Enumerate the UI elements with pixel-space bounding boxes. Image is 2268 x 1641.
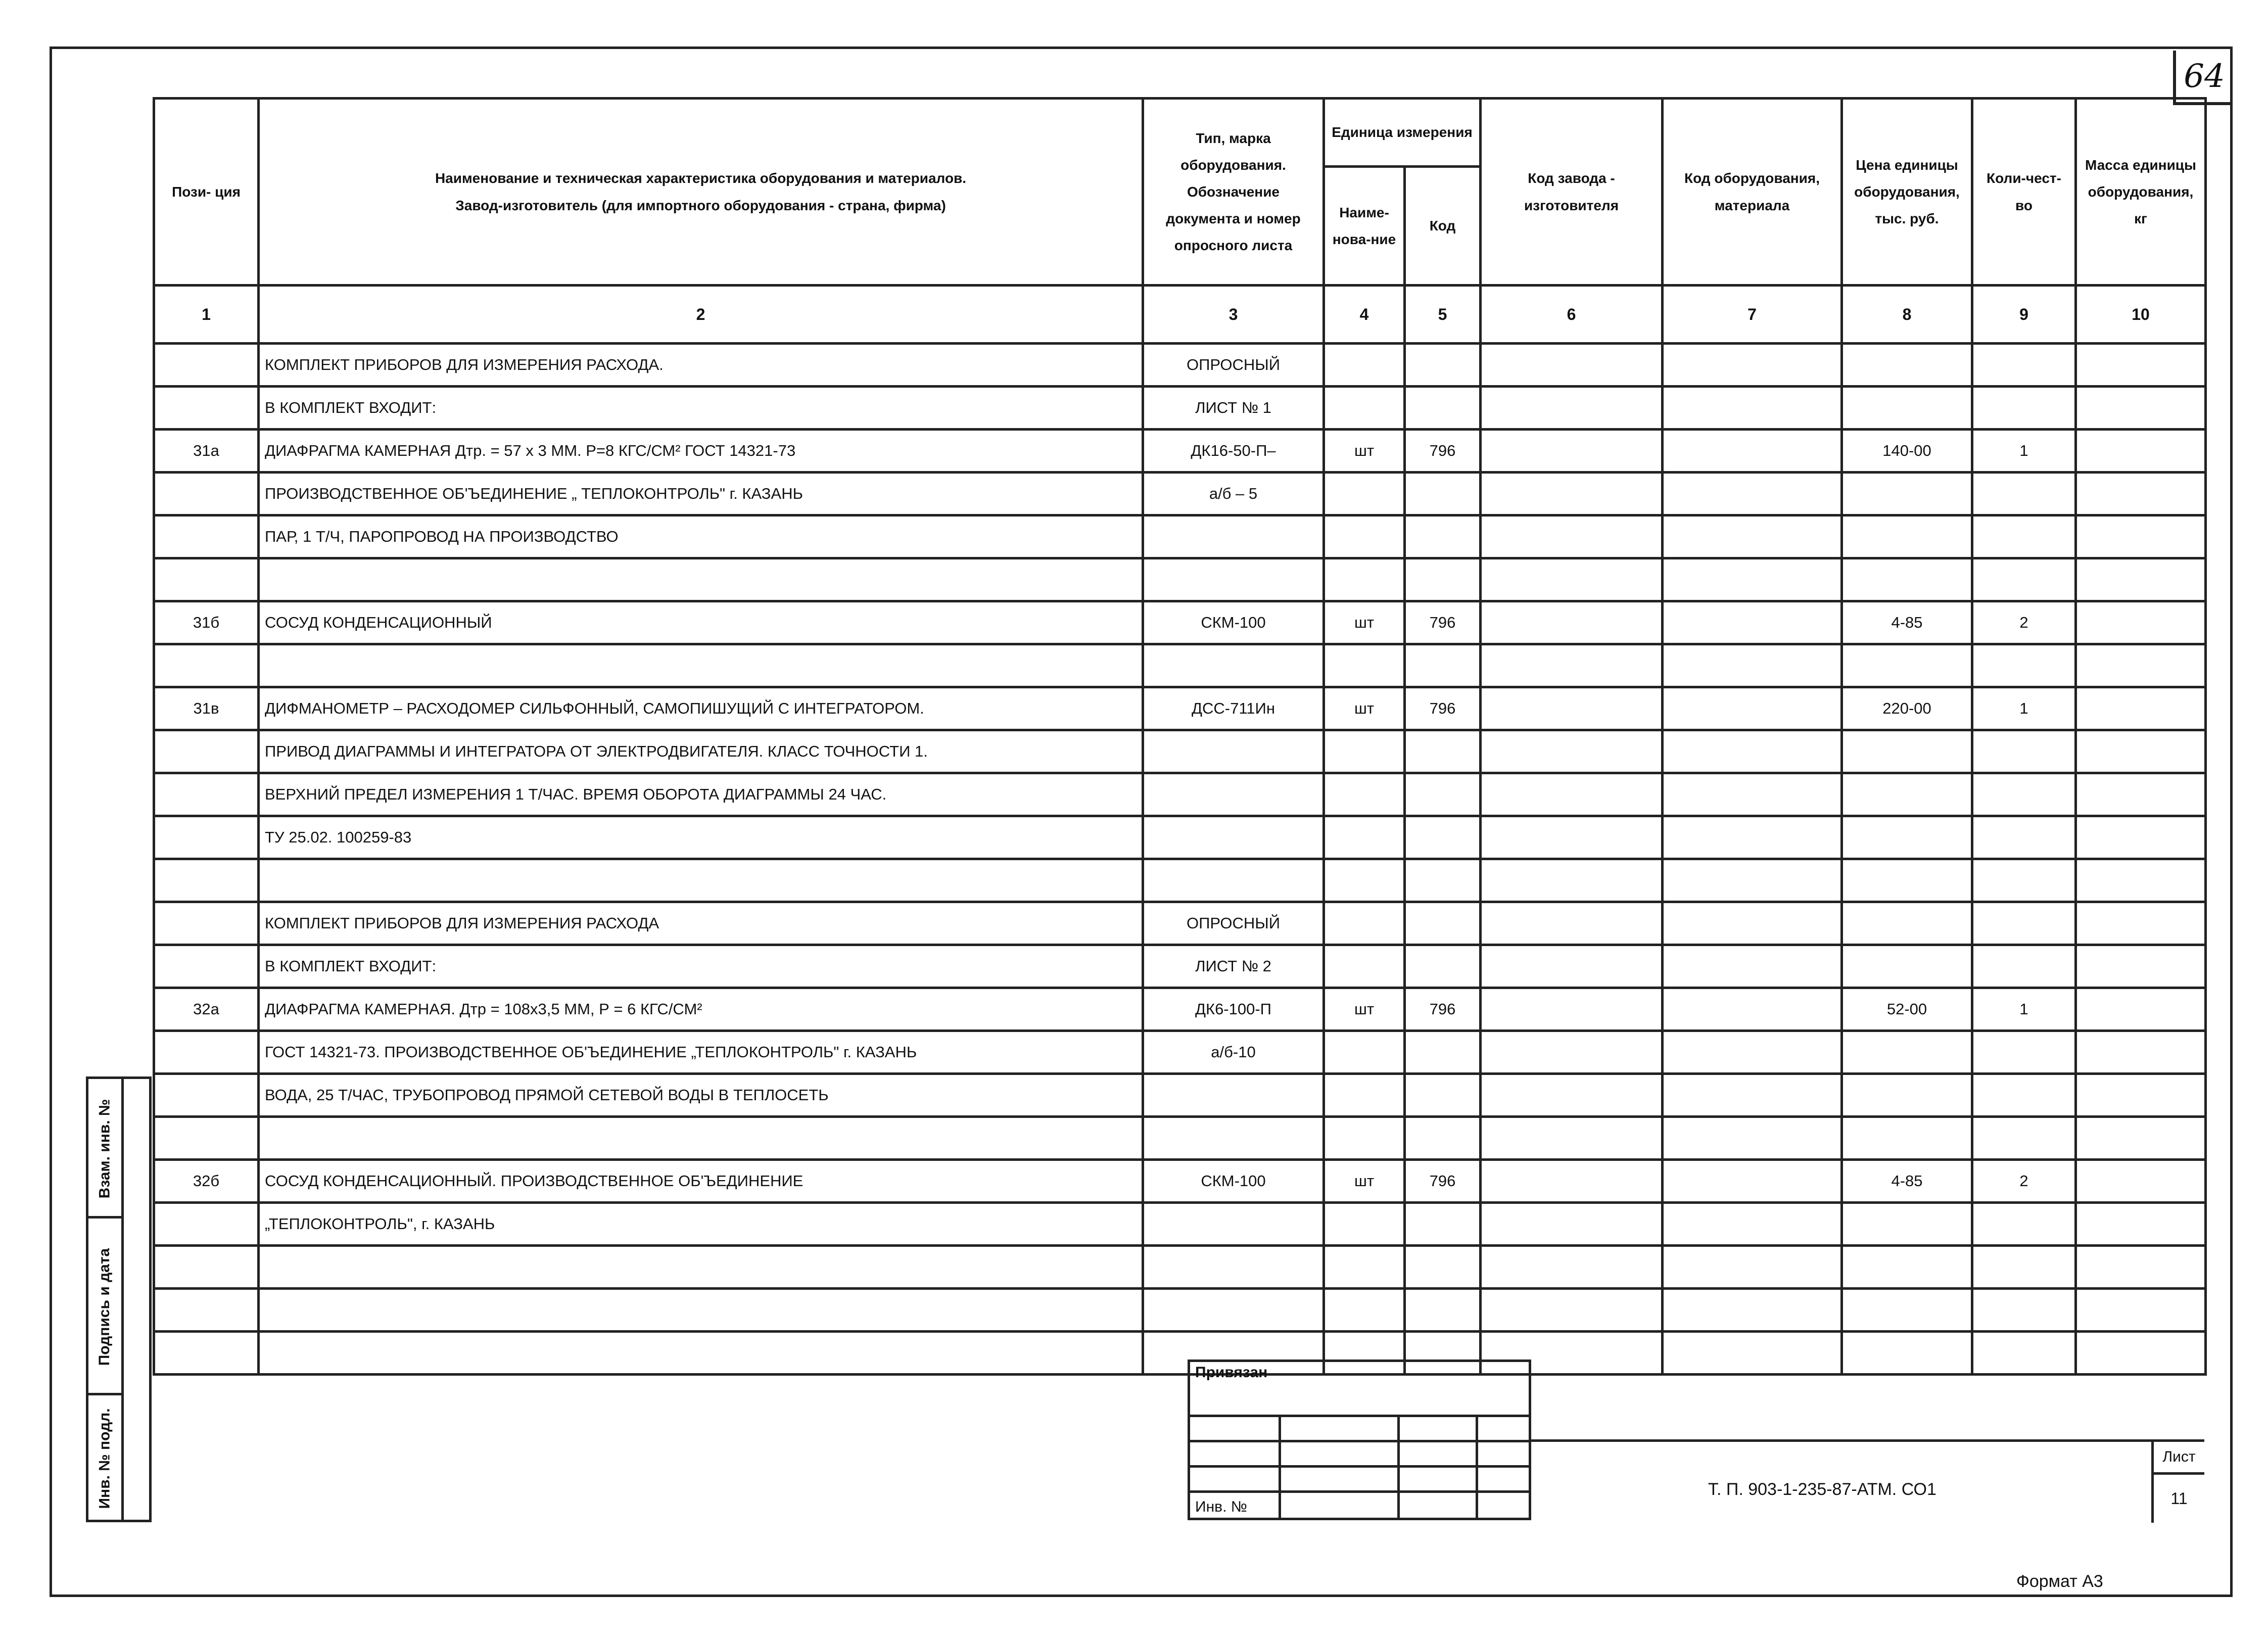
header-price: Цена единицы оборудования, тыс. руб. <box>1842 99 1972 286</box>
cell-maker-code <box>1481 515 1663 558</box>
column-number: 6 <box>1481 286 1663 344</box>
cell-mass <box>2076 1160 2206 1203</box>
cell-type <box>1143 644 1324 687</box>
cell-equipment-code <box>1663 988 1842 1031</box>
cell-unit-name <box>1324 816 1405 859</box>
cell-name: КОМПЛЕКТ ПРИБОРОВ ДЛЯ ИЗМЕРЕНИЯ РАСХОДА. <box>259 344 1143 387</box>
cell-price: 52-00 <box>1842 988 1972 1031</box>
cell-maker-code <box>1481 1289 1663 1332</box>
table-row <box>154 1289 2206 1332</box>
cell-quantity: 1 <box>1972 687 2076 730</box>
column-number-row <box>154 286 2206 344</box>
table-row <box>154 473 2206 515</box>
side-label-original: Инв. № подл. <box>96 1408 113 1509</box>
header-name-line1: Наименование и техническая характеристика оборудования и материалов. <box>435 170 967 186</box>
cell-quantity <box>1972 1203 2076 1246</box>
cell-unit-code: 796 <box>1405 988 1481 1031</box>
cell-equipment-code <box>1663 902 1842 945</box>
binding-stamp <box>1188 1359 1531 1520</box>
document-designation: Т. П. 903-1-235-87-АТМ. СО1 <box>1708 1480 1936 1499</box>
cell-equipment-code <box>1663 945 1842 988</box>
stamp-inventory-label: Инв. № <box>1195 1498 1247 1515</box>
cell-unit-name: шт <box>1324 601 1405 644</box>
cell-mass <box>2076 1031 2206 1074</box>
cell-position <box>154 387 259 430</box>
column-number: 3 <box>1143 286 1324 344</box>
cell-price: 140-00 <box>1842 430 1972 473</box>
cell-equipment-code <box>1663 644 1842 687</box>
cell-price <box>1842 1332 1972 1375</box>
cell-equipment-code <box>1663 558 1842 601</box>
cell-type: ОПРОСНЫЙ <box>1143 902 1324 945</box>
cell-quantity <box>1972 1117 2076 1160</box>
table-row <box>154 1332 2206 1375</box>
cell-unit-code <box>1405 387 1481 430</box>
sheet-number: 64 <box>2173 51 2233 105</box>
cell-maker-code <box>1481 387 1663 430</box>
cell-unit-code <box>1405 730 1481 773</box>
cell-unit-code <box>1405 644 1481 687</box>
header-equipment-code: Код оборудования, материала <box>1663 99 1842 286</box>
cell-position <box>154 816 259 859</box>
cell-position <box>154 859 259 902</box>
cell-unit-name <box>1324 344 1405 387</box>
cell-quantity <box>1972 515 2076 558</box>
cell-mass <box>2076 773 2206 816</box>
cell-type <box>1143 1246 1324 1289</box>
cell-maker-code <box>1481 687 1663 730</box>
header-type: Тип, марка оборудования. Обозначение документа и номер опросного листа <box>1143 99 1324 286</box>
table-row <box>154 816 2206 859</box>
column-number: 8 <box>1842 286 1972 344</box>
cell-maker-code <box>1481 1031 1663 1074</box>
cell-unit-code <box>1405 859 1481 902</box>
cell-name: СОСУД КОНДЕНСАЦИОННЫЙ <box>259 601 1143 644</box>
cell-equipment-code <box>1663 1289 1842 1332</box>
cell-price <box>1842 1117 1972 1160</box>
cell-name: СОСУД КОНДЕНСАЦИОННЫЙ. ПРОИЗВОДСТВЕННОЕ ОБ'ЪЕДИНЕНИЕ <box>259 1160 1143 1203</box>
cell-name: В КОМПЛЕКТ ВХОДИТ: <box>259 387 1143 430</box>
table-row <box>154 430 2206 473</box>
header-maker-code: Код завода - изготовителя <box>1481 99 1663 286</box>
cell-position: 31в <box>154 687 259 730</box>
cell-mass <box>2076 515 2206 558</box>
cell-equipment-code <box>1663 1031 1842 1074</box>
cell-unit-name <box>1324 515 1405 558</box>
cell-quantity <box>1972 473 2076 515</box>
cell-equipment-code <box>1663 430 1842 473</box>
side-label-signature: Подпись и дата <box>96 1248 113 1366</box>
cell-unit-code <box>1405 558 1481 601</box>
cell-name: ПРИВОД ДИАГРАММЫ И ИНТЕГРАТОРА ОТ ЭЛЕКТРОДВИГАТЕЛЯ. КЛАСС ТОЧНОСТИ 1. <box>259 730 1143 773</box>
cell-position <box>154 1289 259 1332</box>
cell-type: СКМ-100 <box>1143 601 1324 644</box>
table-row <box>154 1203 2206 1246</box>
table-row <box>154 730 2206 773</box>
sheet-label: Лист <box>2154 1442 2204 1475</box>
cell-unit-name <box>1324 1031 1405 1074</box>
cell-name: ДИАФРАГМА КАМЕРНАЯ. Дтр = 108х3,5 ММ, Р = 6 КГС/СМ² <box>259 988 1143 1031</box>
cell-quantity: 2 <box>1972 601 2076 644</box>
cell-type <box>1143 1289 1324 1332</box>
cell-position <box>154 1203 259 1246</box>
side-stamp <box>86 1076 152 1522</box>
cell-price <box>1842 344 1972 387</box>
cell-equipment-code <box>1663 1160 1842 1203</box>
cell-quantity <box>1972 773 2076 816</box>
cell-equipment-code <box>1663 601 1842 644</box>
column-number: 10 <box>2076 286 2206 344</box>
cell-equipment-code <box>1663 1246 1842 1289</box>
cell-unit-name <box>1324 859 1405 902</box>
cell-type <box>1143 558 1324 601</box>
cell-position <box>154 558 259 601</box>
cell-unit-name <box>1324 1203 1405 1246</box>
cell-mass <box>2076 1117 2206 1160</box>
header-name-line2: Завод-изготовитель (для импортного оборудования - страна, фирма) <box>455 197 946 213</box>
cell-type <box>1143 816 1324 859</box>
cell-mass <box>2076 687 2206 730</box>
cell-unit-code <box>1405 816 1481 859</box>
cell-equipment-code <box>1663 473 1842 515</box>
stamp-title: Привязан <box>1195 1364 1268 1381</box>
cell-price <box>1842 859 1972 902</box>
header-unit-name: Наиме-нова-ние <box>1324 167 1405 286</box>
cell-type <box>1143 515 1324 558</box>
cell-name: ПАР, 1 Т/Ч, ПАРОПРОВОД НА ПРОИЗВОДСТВО <box>259 515 1143 558</box>
cell-equipment-code <box>1663 387 1842 430</box>
cell-type: ОПРОСНЫЙ <box>1143 344 1324 387</box>
cell-quantity: 1 <box>1972 430 2076 473</box>
cell-equipment-code <box>1663 687 1842 730</box>
table-row <box>154 1160 2206 1203</box>
table-row <box>154 601 2206 644</box>
cell-name: „ТЕПЛОКОНТРОЛЬ", г. КАЗАНЬ <box>259 1203 1143 1246</box>
cell-position: 31б <box>154 601 259 644</box>
cell-price <box>1842 773 1972 816</box>
cell-name: В КОМПЛЕКТ ВХОДИТ: <box>259 945 1143 988</box>
header-quantity: Коли-чест-во <box>1972 99 2076 286</box>
cell-equipment-code <box>1663 773 1842 816</box>
column-number: 7 <box>1663 286 1842 344</box>
cell-price <box>1842 1203 1972 1246</box>
table-row <box>154 988 2206 1031</box>
cell-maker-code <box>1481 816 1663 859</box>
cell-mass <box>2076 945 2206 988</box>
cell-price <box>1842 1289 1972 1332</box>
cell-unit-name: шт <box>1324 1160 1405 1203</box>
cell-unit-name <box>1324 1117 1405 1160</box>
table-row <box>154 902 2206 945</box>
column-number: 5 <box>1405 286 1481 344</box>
cell-unit-name <box>1324 644 1405 687</box>
cell-equipment-code <box>1663 859 1842 902</box>
cell-type <box>1143 1074 1324 1117</box>
cell-position <box>154 902 259 945</box>
cell-mass <box>2076 558 2206 601</box>
cell-price <box>1842 644 1972 687</box>
cell-unit-code <box>1405 1203 1481 1246</box>
cell-name: ДИФМАНОМЕТР – РАСХОДОМЕР СИЛЬФОННЫЙ, САМОПИШУЩИЙ С ИНТЕГРАТОРОМ. <box>259 687 1143 730</box>
table-row <box>154 344 2206 387</box>
cell-price <box>1842 945 1972 988</box>
cell-quantity <box>1972 730 2076 773</box>
cell-maker-code <box>1481 1203 1663 1246</box>
cell-maker-code <box>1481 730 1663 773</box>
header-position: Пози- ция <box>154 99 259 286</box>
cell-position <box>154 1074 259 1117</box>
cell-maker-code <box>1481 473 1663 515</box>
cell-unit-name: шт <box>1324 430 1405 473</box>
cell-price: 4-85 <box>1842 601 1972 644</box>
cell-unit-name <box>1324 902 1405 945</box>
cell-position <box>154 730 259 773</box>
cell-mass <box>2076 730 2206 773</box>
cell-position: 31а <box>154 430 259 473</box>
cell-mass <box>2076 1332 2206 1375</box>
cell-quantity <box>1972 1246 2076 1289</box>
cell-unit-name <box>1324 1246 1405 1289</box>
cell-equipment-code <box>1663 344 1842 387</box>
cell-type <box>1143 730 1324 773</box>
cell-mass <box>2076 1246 2206 1289</box>
cell-unit-name <box>1324 730 1405 773</box>
cell-type: ДК6-100-П <box>1143 988 1324 1031</box>
sheet-box <box>2151 1442 2204 1523</box>
cell-name <box>259 1117 1143 1160</box>
cell-position <box>154 1246 259 1289</box>
cell-mass <box>2076 816 2206 859</box>
cell-price <box>1842 816 1972 859</box>
cell-unit-name <box>1324 473 1405 515</box>
cell-quantity <box>1972 902 2076 945</box>
cell-quantity <box>1972 1332 2076 1375</box>
cell-unit-code <box>1405 1246 1481 1289</box>
table-row <box>154 945 2206 988</box>
cell-maker-code <box>1481 644 1663 687</box>
cell-price <box>1842 730 1972 773</box>
cell-unit-code <box>1405 902 1481 945</box>
header-unit-group: Единица измерения <box>1324 99 1481 167</box>
cell-unit-code <box>1405 515 1481 558</box>
cell-unit-code: 796 <box>1405 1160 1481 1203</box>
cell-position <box>154 773 259 816</box>
side-label-replacement: Взам. инв. № <box>96 1099 113 1199</box>
cell-quantity <box>1972 945 2076 988</box>
cell-price <box>1842 1074 1972 1117</box>
cell-unit-code <box>1405 1289 1481 1332</box>
cell-mass <box>2076 902 2206 945</box>
cell-position <box>154 515 259 558</box>
cell-price: 4-85 <box>1842 1160 1972 1203</box>
table-row <box>154 687 2206 730</box>
cell-name: ВОДА, 25 Т/ЧАС, ТРУБОПРОВОД ПРЯМОЙ СЕТЕВОЙ ВОДЫ В ТЕПЛОСЕТЬ <box>259 1074 1143 1117</box>
header-unit-code: Код <box>1405 167 1481 286</box>
cell-unit-code <box>1405 773 1481 816</box>
cell-mass <box>2076 601 2206 644</box>
cell-price <box>1842 473 1972 515</box>
cell-quantity: 1 <box>1972 988 2076 1031</box>
cell-mass <box>2076 859 2206 902</box>
table-row <box>154 515 2206 558</box>
cell-type: ЛИСТ № 2 <box>1143 945 1324 988</box>
cell-type: ДСС-711Ин <box>1143 687 1324 730</box>
column-number: 4 <box>1324 286 1405 344</box>
cell-quantity <box>1972 344 2076 387</box>
cell-price <box>1842 387 1972 430</box>
cell-mass <box>2076 344 2206 387</box>
cell-unit-code: 796 <box>1405 601 1481 644</box>
cell-unit-name: шт <box>1324 687 1405 730</box>
cell-price: 220-00 <box>1842 687 1972 730</box>
cell-type: ДК16-50-П– <box>1143 430 1324 473</box>
cell-mass <box>2076 1289 2206 1332</box>
cell-mass <box>2076 430 2206 473</box>
cell-quantity <box>1972 1031 2076 1074</box>
cell-equipment-code <box>1663 730 1842 773</box>
cell-equipment-code <box>1663 1203 1842 1246</box>
table-row <box>154 558 2206 601</box>
cell-unit-name <box>1324 945 1405 988</box>
specification-table <box>153 97 2207 1376</box>
cell-unit-code: 796 <box>1405 687 1481 730</box>
cell-unit-name <box>1324 387 1405 430</box>
table-row <box>154 1246 2206 1289</box>
cell-mass <box>2076 644 2206 687</box>
cell-unit-code <box>1405 473 1481 515</box>
cell-name <box>259 859 1143 902</box>
cell-unit-code: 796 <box>1405 430 1481 473</box>
table-row <box>154 773 2206 816</box>
cell-unit-name <box>1324 1289 1405 1332</box>
cell-equipment-code <box>1663 1074 1842 1117</box>
cell-mass <box>2076 1074 2206 1117</box>
header-name <box>259 99 1143 286</box>
cell-name: ТУ 25.02. 100259-83 <box>259 816 1143 859</box>
cell-position <box>154 1117 259 1160</box>
cell-maker-code <box>1481 1074 1663 1117</box>
cell-maker-code <box>1481 558 1663 601</box>
cell-price <box>1842 902 1972 945</box>
cell-position <box>154 1332 259 1375</box>
format-label: Формат А3 <box>2016 1572 2103 1591</box>
cell-unit-code <box>1405 344 1481 387</box>
cell-unit-code <box>1405 945 1481 988</box>
cell-position: 32а <box>154 988 259 1031</box>
cell-position <box>154 344 259 387</box>
cell-maker-code <box>1481 1160 1663 1203</box>
cell-quantity <box>1972 387 2076 430</box>
cell-mass <box>2076 1203 2206 1246</box>
cell-equipment-code <box>1663 1117 1842 1160</box>
cell-price <box>1842 1246 1972 1289</box>
cell-equipment-code <box>1663 515 1842 558</box>
cell-name: ДИАФРАГМА КАМЕРНАЯ Дтр. = 57 х 3 ММ. Р=8 КГС/СМ² ГОСТ 14321-73 <box>259 430 1143 473</box>
cell-maker-code <box>1481 344 1663 387</box>
cell-unit-code <box>1405 1031 1481 1074</box>
column-number: 1 <box>154 286 259 344</box>
cell-maker-code <box>1481 1117 1663 1160</box>
cell-quantity <box>1972 644 2076 687</box>
column-number: 2 <box>259 286 1143 344</box>
cell-name <box>259 558 1143 601</box>
cell-type: ЛИСТ № 1 <box>1143 387 1324 430</box>
cell-type <box>1143 1117 1324 1160</box>
cell-quantity <box>1972 558 2076 601</box>
table-row <box>154 644 2206 687</box>
cell-type: СКМ-100 <box>1143 1160 1324 1203</box>
cell-unit-name <box>1324 1074 1405 1117</box>
cell-unit-name <box>1324 773 1405 816</box>
cell-maker-code <box>1481 773 1663 816</box>
cell-mass <box>2076 988 2206 1031</box>
cell-unit-name <box>1324 558 1405 601</box>
cell-mass <box>2076 387 2206 430</box>
cell-maker-code <box>1481 859 1663 902</box>
cell-name: ПРОИЗВОДСТВЕННОЕ ОБ'ЪЕДИНЕНИЕ „ ТЕПЛОКОНТРОЛЬ" г. КАЗАНЬ <box>259 473 1143 515</box>
cell-unit-code <box>1405 1074 1481 1117</box>
cell-maker-code <box>1481 988 1663 1031</box>
cell-price <box>1842 515 1972 558</box>
cell-price <box>1842 558 1972 601</box>
cell-unit-code <box>1405 1117 1481 1160</box>
cell-position <box>154 644 259 687</box>
cell-equipment-code <box>1663 1332 1842 1375</box>
cell-equipment-code <box>1663 816 1842 859</box>
cell-position: 32б <box>154 1160 259 1203</box>
cell-position <box>154 1031 259 1074</box>
cell-name: ГОСТ 14321-73. ПРОИЗВОДСТВЕННОЕ ОБ'ЪЕДИНЕНИЕ „ТЕПЛОКОНТРОЛЬ" г. КАЗАНЬ <box>259 1031 1143 1074</box>
cell-quantity <box>1972 1289 2076 1332</box>
header-mass: Масса единицы оборудования, кг <box>2076 99 2206 286</box>
column-number: 9 <box>1972 286 2076 344</box>
cell-unit-name: шт <box>1324 988 1405 1031</box>
cell-name <box>259 1246 1143 1289</box>
cell-name <box>259 644 1143 687</box>
cell-position <box>154 945 259 988</box>
cell-position <box>154 473 259 515</box>
cell-quantity: 2 <box>1972 1160 2076 1203</box>
sheet-value: 11 <box>2170 1489 2188 1508</box>
table-row <box>154 859 2206 902</box>
cell-quantity <box>1972 859 2076 902</box>
cell-type: а/б-10 <box>1143 1031 1324 1074</box>
title-block <box>1531 1439 2204 1520</box>
cell-name <box>259 1289 1143 1332</box>
cell-type: а/б – 5 <box>1143 473 1324 515</box>
cell-maker-code <box>1481 902 1663 945</box>
cell-type <box>1143 773 1324 816</box>
table-row <box>154 1031 2206 1074</box>
cell-maker-code <box>1481 430 1663 473</box>
cell-maker-code <box>1481 1246 1663 1289</box>
cell-name: КОМПЛЕКТ ПРИБОРОВ ДЛЯ ИЗМЕРЕНИЯ РАСХОДА <box>259 902 1143 945</box>
cell-maker-code <box>1481 601 1663 644</box>
cell-quantity <box>1972 1074 2076 1117</box>
cell-price <box>1842 1031 1972 1074</box>
cell-quantity <box>1972 816 2076 859</box>
cell-type <box>1143 859 1324 902</box>
cell-type <box>1143 1203 1324 1246</box>
cell-name <box>259 1332 1143 1375</box>
table-row <box>154 387 2206 430</box>
cell-mass <box>2076 473 2206 515</box>
table-row <box>154 1074 2206 1117</box>
cell-name: ВЕРХНИЙ ПРЕДЕЛ ИЗМЕРЕНИЯ 1 Т/ЧАС. ВРЕМЯ ОБОРОТА ДИАГРАММЫ 24 ЧАС. <box>259 773 1143 816</box>
table-row <box>154 1117 2206 1160</box>
cell-maker-code <box>1481 945 1663 988</box>
